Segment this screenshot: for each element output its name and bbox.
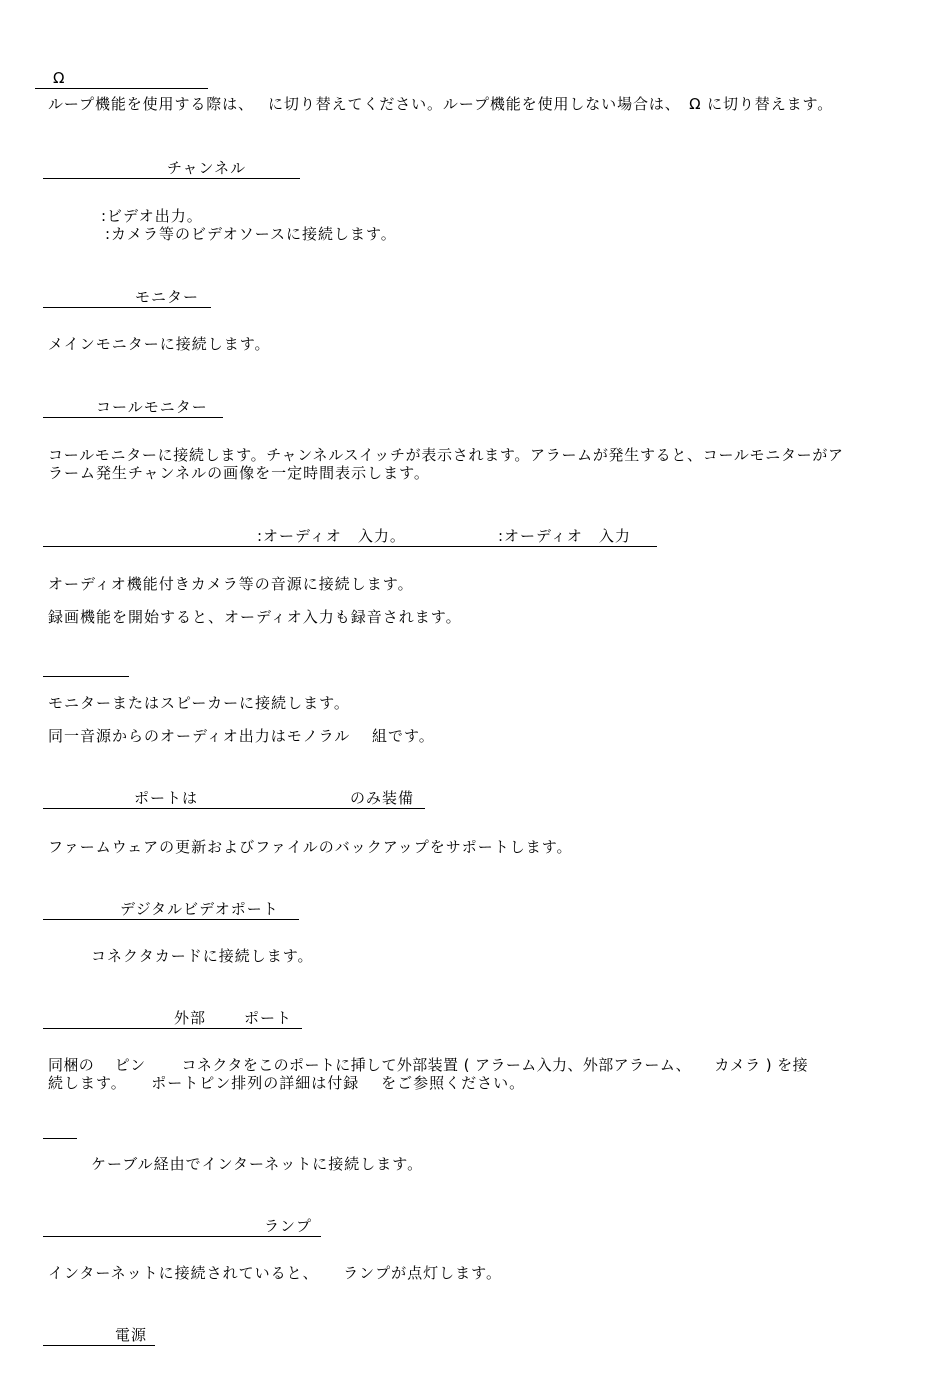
heading-text: のみ装備 [350,789,415,807]
body-text: インターネットに接続されていると、 ランプが点灯します。 [48,1264,502,1282]
body-text: モニターまたはスピーカーに接続します。 [48,694,350,712]
body-text: ファームウェアの更新およびファイルのバックアップをサポートします。 [48,838,573,856]
section-heading-port [43,790,425,809]
section-heading-lamp [43,1218,321,1237]
body-text: オーディオ機能付きカメラ等の音源に接続します。 [48,575,414,593]
body-text: 同梱の ピン コネクタをこのポートに挿して外部装置 ( アラーム入力、外部アラーム、 カメラ ) を接 [48,1056,808,1074]
heading-text: ポート [244,1009,293,1027]
section-heading-network [43,1120,77,1139]
heading-text: :オーディオ 入力。 [257,527,406,545]
body-text: ラーム発生チャンネルの画像を一定時間表示します。 [48,464,430,482]
body-text: 同一音源からのオーディオ出力はモノラル 組です。 [48,727,435,745]
body-text: :ビデオ出力。 [101,207,203,225]
body-text: ケーブル経由でインターネットに接続します。 [91,1155,424,1173]
heading-text: ランプ [264,1217,313,1235]
section-heading-external-port [43,1010,302,1029]
body-text: ループ機能を使用する際は、 に切り替えてください。ループ機能を使用しない場合は、 Ω に切り替えます。 [48,95,834,113]
body-text: コールモニターに接続します。チャンネルスイッチが表示されます。アラームが発生すると、コールモニターがア [48,446,844,464]
heading-text: Ω [53,69,66,87]
heading-text: モニター [135,288,200,306]
body-text: 続します。 ポートピン排列の詳細は付録 をご参照ください。 [48,1074,526,1092]
heading-text: チャンネル [167,159,247,177]
heading-text: デジタルビデオポート [120,900,279,918]
body-text: :カメラ等のビデオソースに接続します。 [105,225,397,243]
heading-text: 電源 [115,1326,148,1344]
section-heading-call-monitor [43,399,223,418]
heading-text: ポートは [134,789,199,807]
section-heading-monitor [43,289,211,308]
section-heading-power [43,1327,155,1346]
section-heading-audio-input [43,528,657,547]
heading-text: :オーディオ 入力 [498,527,631,545]
section-heading-audio-output [43,658,129,677]
section-heading-digital-video-port [43,901,299,920]
section-heading-channel [43,160,300,179]
body-text: コネクタカードに接続します。 [91,947,314,965]
body-text: メインモニターに接続します。 [48,335,271,353]
heading-text: 外部 [174,1009,207,1027]
heading-text: コールモニター [96,398,208,416]
body-text: 録画機能を開始すると、オーディオ入力も録音されます。 [48,608,462,626]
section-heading-impedance [35,70,208,89]
